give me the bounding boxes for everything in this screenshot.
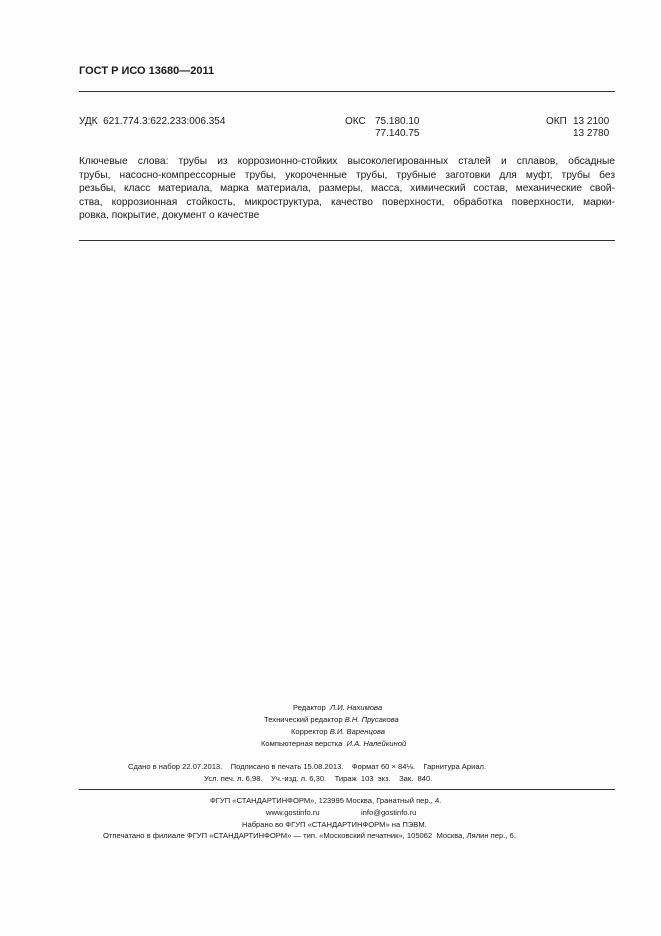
udk-label: УДК [79,116,98,127]
publisher-website[interactable]: www.gostinfo.ru [266,808,320,817]
imprint-rule [79,789,615,790]
printed-at-note: Отпечатано в филиале ФГУП «СТАНДАРТИНФОРМ» — тип. «Московский печатник», 105062 Москва, Лялин пер., 6. [103,831,516,840]
okp-label: ОКП [546,116,567,127]
editor-name: Л.И. Нахимова [329,703,383,712]
publisher-email[interactable]: info@gostinfo.ru [361,808,417,817]
udk-code [79,116,225,128]
publisher-address: ФГУП «СТАНДАРТИНФОРМ», 123995 Москва, Гранатный пер., 4. [210,796,442,805]
tech-editor-label: Технический редактор [264,715,343,724]
document-title: ГОСТ Р ИСО 13680—2011 [79,65,215,77]
okp-value-2: 13 2780 [573,128,610,139]
keywords-line: трубы, насосно-компрессорные трубы, укороченные трубы, трубные заготовки для муфт, трубы без [79,169,615,181]
layout-label: Компьютерная верстка [261,739,343,748]
keywords-rule [79,240,615,241]
editor-credit [293,702,382,714]
okp-value-1: 13 2100 [573,116,610,127]
typeset-note: Набрано во ФГУП «СТАНДАРТИНФОРМ» на ПЭВМ. [242,820,427,829]
udk-value: 621.774.3:622.233:006.354 [103,116,226,127]
oks-value-2: 77.140.75 [375,128,420,139]
corrector-label: Корректор [291,727,328,736]
tech-editor-credit [264,714,399,726]
tech-editor-name: В.Н. Прусакова [344,715,399,724]
corrector-credit [291,726,385,738]
keywords-line: ства, коррозионная стойкость, микроструктура, качество поверхности, обработка поверхности, марки- [79,196,615,208]
oks-label: ОКС [345,116,366,127]
print-details-line-2: Усл. печ. л. 6,98. Уч.-изд. л. 6,30. Тираж 103 экз. Зак. 840. [204,774,433,783]
keywords-line: ровка, покрытие, документ о качестве [79,210,260,221]
print-details-line-1: Сдано в набор 22.07.2013. Подписано в печать 15.08.2013. Формат 60 × 84⅛. Гарнитура Ариал. [128,762,487,771]
corrector-name: В.И. Варенцова [329,727,386,736]
keywords-paragraph [79,155,615,223]
editor-label: Редактор [293,703,326,712]
keywords-line: резьбы, класс материала, марка материала, размеры, масса, химический состав, механические свой- [79,183,615,194]
header-rule [79,91,615,92]
oks-value-1: 75.180.10 [375,116,420,127]
keywords-line: Ключевые слова: трубы из коррозионно-стойких высоколегированных сталей и сплавов, обсадные [79,156,615,167]
layout-credit [261,738,406,750]
layout-name: И.А. Налейкиной [346,739,407,748]
